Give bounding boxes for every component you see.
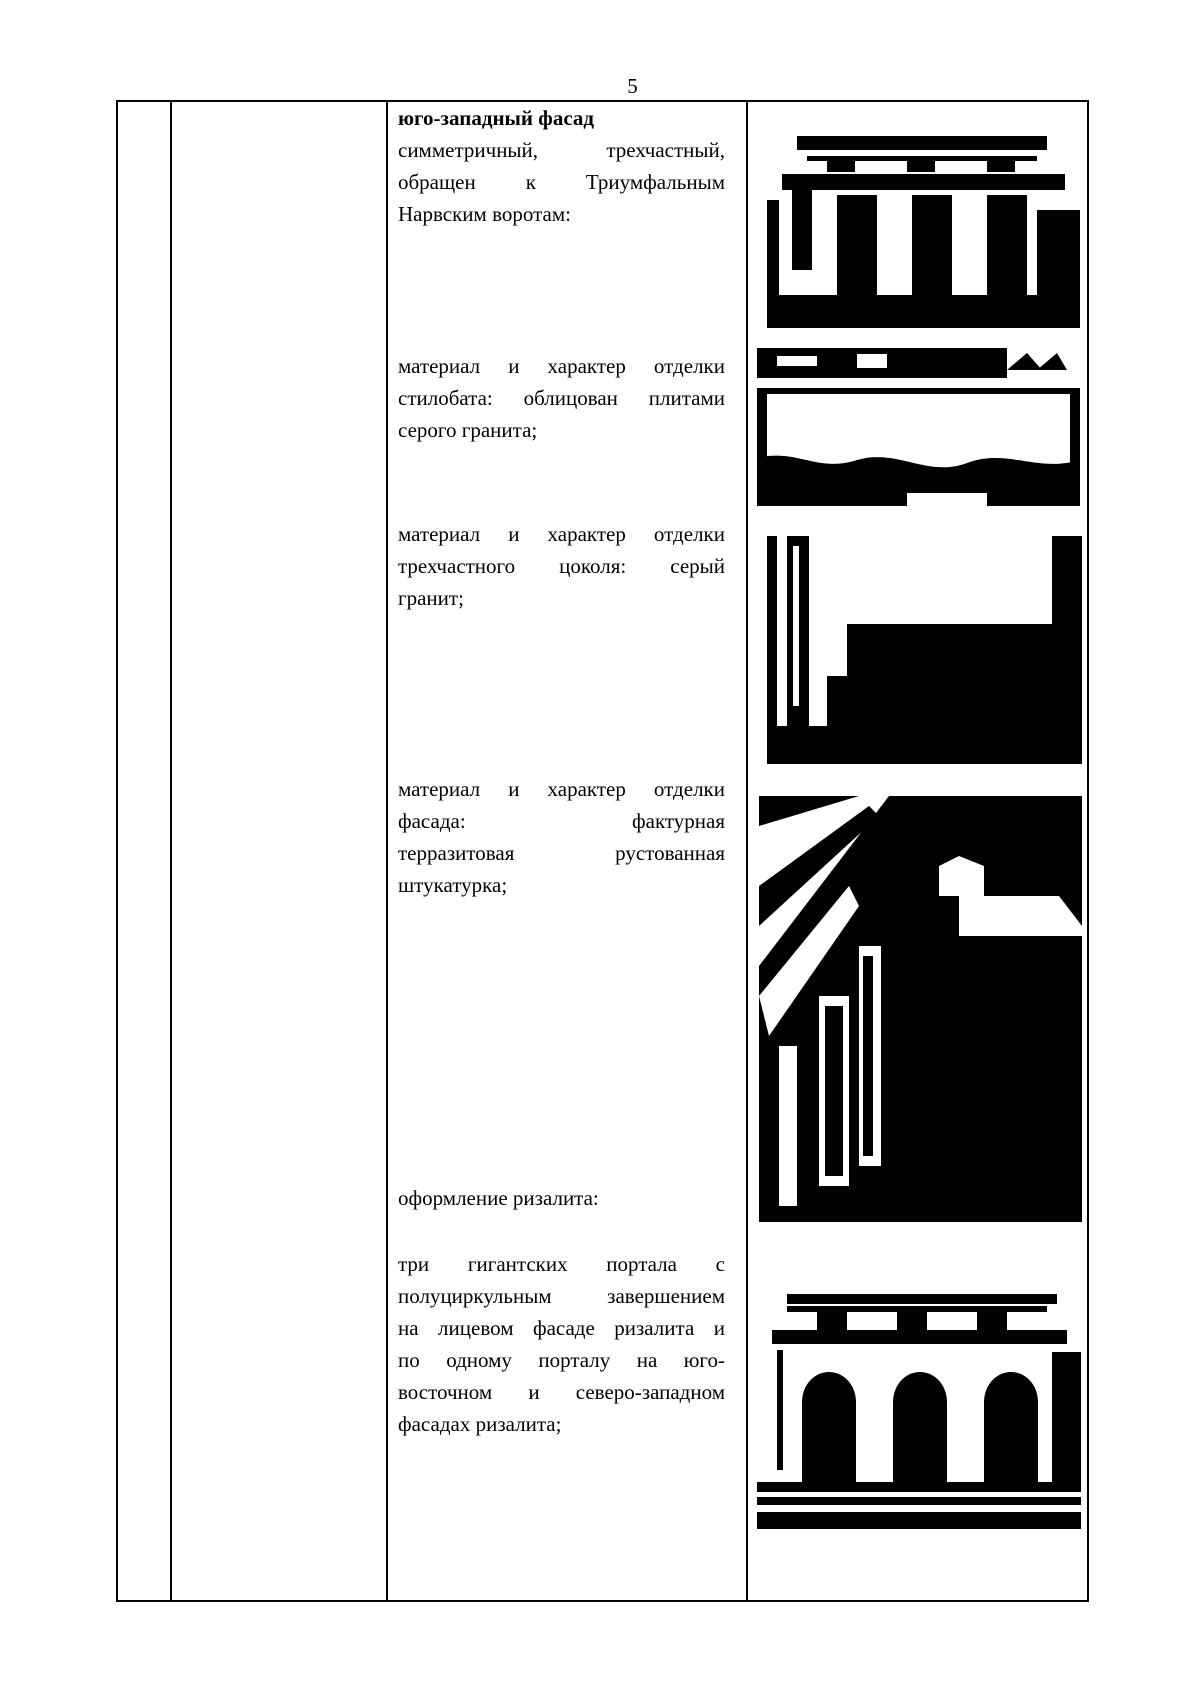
section-portals <box>398 1248 725 1440</box>
text-line: три гигантских портала с <box>398 1252 725 1276</box>
text-line: полуциркульным завершением <box>398 1284 725 1308</box>
section-southwest-facade <box>398 102 725 230</box>
text-line: материал и характер отделки <box>398 522 725 546</box>
page-number: 5 <box>627 74 638 98</box>
text-line: гранит; <box>398 586 464 610</box>
text-line: материал и характер отделки <box>398 354 725 378</box>
column-divider <box>746 102 748 1600</box>
text-line: фасадах ризалита; <box>398 1412 562 1436</box>
text-line: штукатурка; <box>398 873 508 897</box>
stylobate-granite-photo <box>757 348 1080 506</box>
text-line: серого гранита; <box>398 418 538 442</box>
text-line: трехчастного цоколя: серый <box>398 554 725 578</box>
text-line: Нарвским воротам: <box>398 202 571 226</box>
column-divider <box>170 102 172 1600</box>
text-line: по одному порталу на юго- <box>398 1348 725 1372</box>
text-line: на лицевом фасаде ризалита и <box>398 1316 725 1340</box>
text-line: фасада: фактурная <box>398 809 725 833</box>
section-heading: юго-западный фасад <box>398 106 595 130</box>
plinth-granite-photo <box>767 536 1082 764</box>
section-plinth <box>398 518 725 614</box>
text-line: симметричный, трехчастный, <box>398 138 725 162</box>
text-line: материал и характер отделки <box>398 777 725 801</box>
text-line: обращен к Триумфальным <box>398 170 725 194</box>
section-facade-finish <box>398 773 725 901</box>
text-line: терразитовая рустованная <box>398 841 725 865</box>
southwest-facade-photo <box>767 130 1080 328</box>
section-risalit <box>398 1182 725 1214</box>
section-stylobate <box>398 350 725 446</box>
column-divider <box>386 102 388 1600</box>
risalit-portals-photo <box>757 1292 1081 1529</box>
text-line: стилобата: облицован плитами <box>398 386 725 410</box>
facade-plaster-photo <box>759 796 1082 1222</box>
text-line: восточном и северо-западном <box>398 1380 725 1404</box>
text-line: оформление ризалита: <box>398 1186 599 1210</box>
